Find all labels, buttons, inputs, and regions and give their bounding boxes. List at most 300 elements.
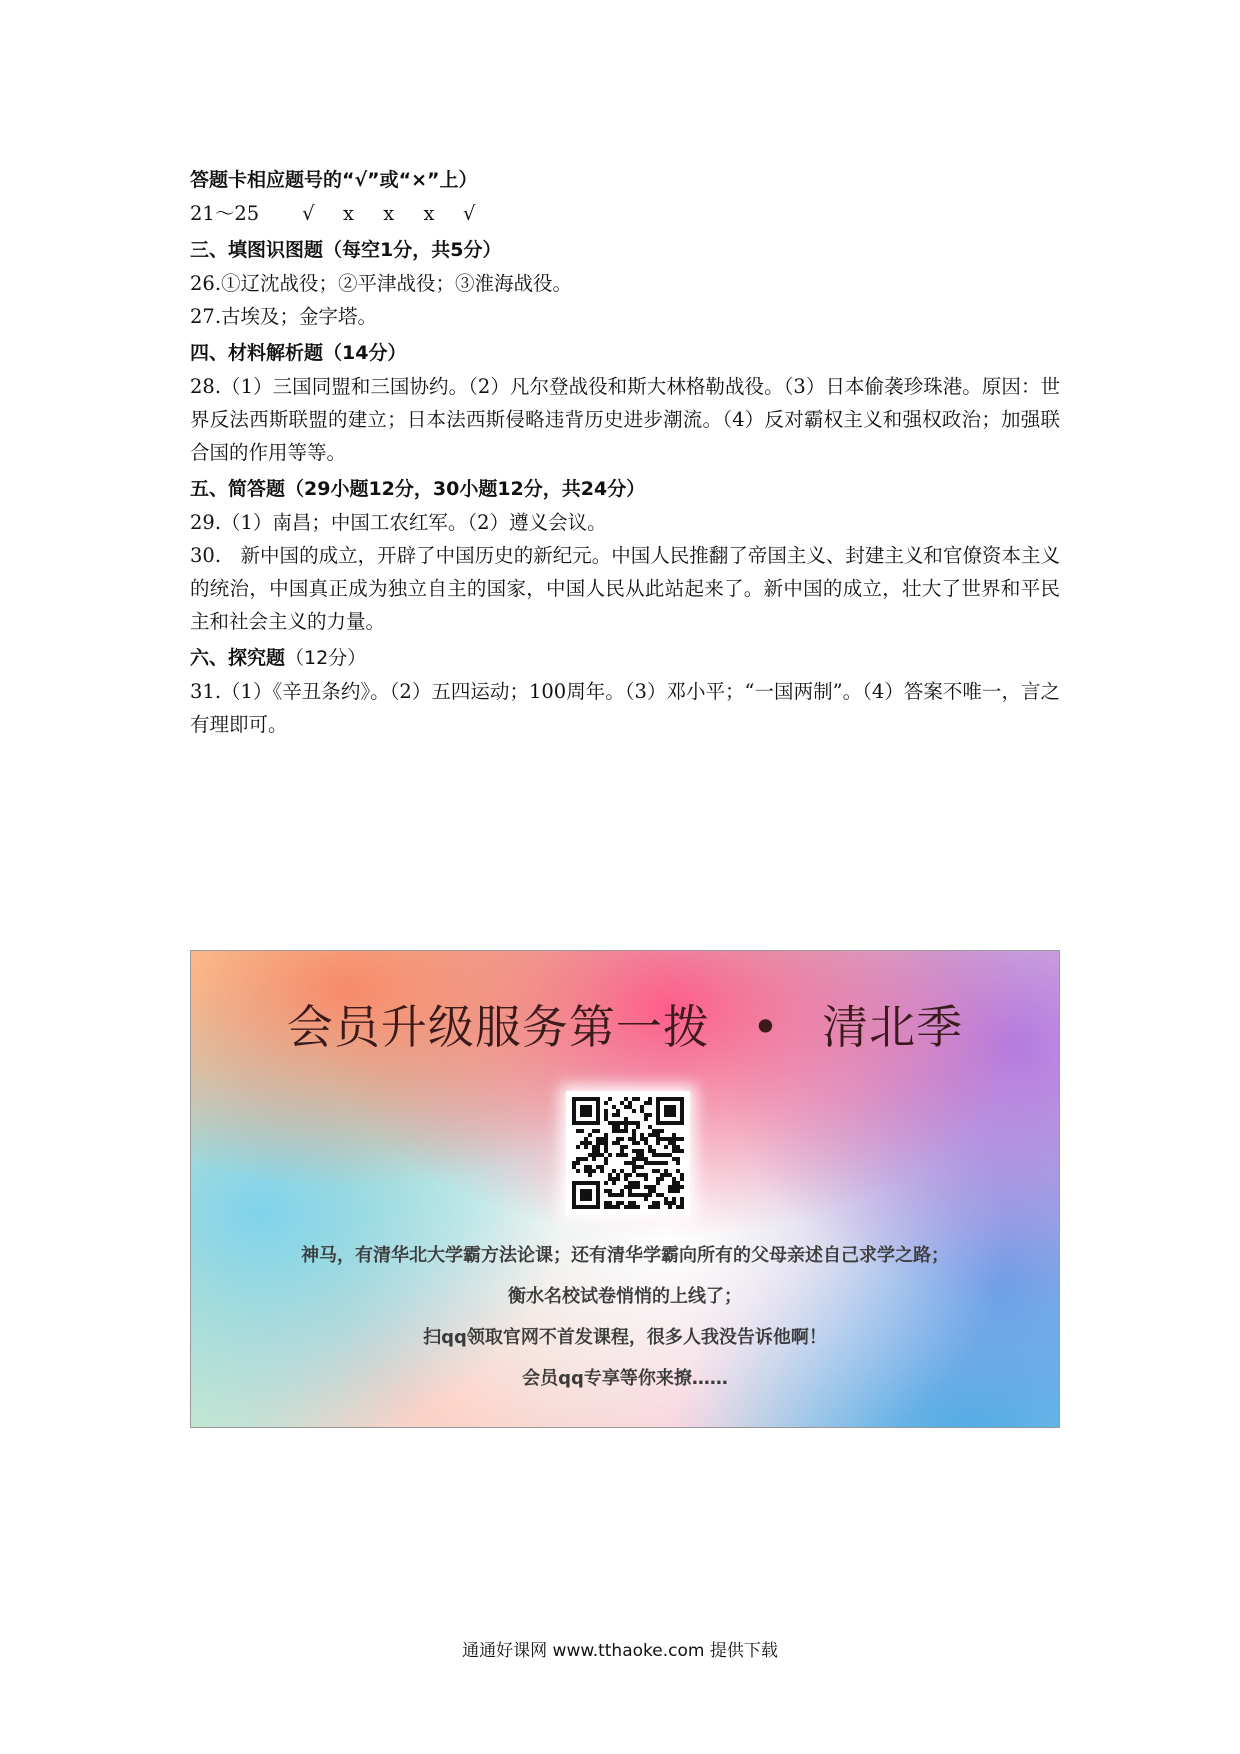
qr-module xyxy=(588,1169,592,1173)
qr-module xyxy=(680,1097,684,1101)
qr-module xyxy=(620,1169,624,1173)
qr-module xyxy=(632,1097,636,1101)
qr-module xyxy=(572,1165,576,1169)
qr-module xyxy=(584,1169,588,1173)
qr-module xyxy=(672,1181,676,1185)
qr-module xyxy=(668,1105,672,1109)
qr-module xyxy=(632,1109,636,1113)
answer-30: 30. 新中国的成立，开辟了中国历史的新纪元。中国人民推翻了帝国主义、封建主义和官僚资本主义的统治，中国真正成为独立自主的国家，中国人民从此站起来了。新中国的成立，壮大了世界和平民主和社会主义的力量。 xyxy=(190,544,1060,633)
qr-module xyxy=(644,1197,648,1201)
qr-module xyxy=(616,1109,620,1113)
qr-module xyxy=(676,1137,680,1141)
tf-mark: √ xyxy=(302,202,315,225)
qr-module xyxy=(628,1101,632,1105)
tf-mark: x xyxy=(423,202,435,225)
qr-module xyxy=(616,1129,620,1133)
qr-module xyxy=(628,1137,632,1141)
qr-module xyxy=(664,1169,668,1173)
qr-module xyxy=(628,1185,632,1189)
qr-module xyxy=(636,1193,640,1197)
qr-module xyxy=(612,1141,616,1145)
qr-module xyxy=(588,1113,592,1117)
qr-module xyxy=(648,1185,652,1189)
banner-text xyxy=(191,1235,1059,1399)
qr-module xyxy=(672,1105,676,1109)
qr-module xyxy=(632,1129,636,1133)
qr-module xyxy=(652,1133,656,1137)
qr-module xyxy=(612,1205,616,1209)
qr-module xyxy=(632,1149,636,1153)
qr-module xyxy=(612,1193,616,1197)
qr-module xyxy=(668,1153,672,1157)
qr-module xyxy=(588,1109,592,1113)
qr-module xyxy=(580,1121,584,1125)
qr-module xyxy=(604,1149,608,1153)
qr-module xyxy=(624,1205,628,1209)
qr-module xyxy=(616,1153,620,1157)
qr-module xyxy=(632,1133,636,1137)
qr-module xyxy=(676,1205,680,1209)
qr-module xyxy=(668,1205,672,1209)
qr-module xyxy=(572,1181,576,1185)
qr-module xyxy=(584,1181,588,1185)
qr-module xyxy=(680,1201,684,1205)
qr-module xyxy=(584,1205,588,1209)
qr-module xyxy=(656,1137,660,1141)
qr-module xyxy=(636,1121,640,1125)
footer-source: 通通好课网 www.tthaoke.com 提供下载 xyxy=(462,1641,778,1661)
qr-module xyxy=(648,1113,652,1117)
qr-module xyxy=(620,1145,624,1149)
qr-module xyxy=(572,1105,576,1109)
qr-module xyxy=(652,1129,656,1133)
qr-module xyxy=(572,1113,576,1117)
qr-module xyxy=(656,1129,660,1133)
qr-module xyxy=(588,1181,592,1185)
qr-module xyxy=(616,1137,620,1141)
qr-module xyxy=(672,1097,676,1101)
qr-module xyxy=(648,1149,652,1153)
qr-module xyxy=(660,1137,664,1141)
qr-module xyxy=(652,1169,656,1173)
qr-module xyxy=(660,1129,664,1133)
qr-module xyxy=(576,1121,580,1125)
qr-module xyxy=(616,1173,620,1177)
qr-module xyxy=(596,1121,600,1125)
qr-module xyxy=(668,1189,672,1193)
qr-module xyxy=(576,1205,580,1209)
qr-module xyxy=(596,1137,600,1141)
qr-module xyxy=(668,1109,672,1113)
qr-module xyxy=(640,1165,644,1169)
qr-module xyxy=(616,1121,620,1125)
qr-module xyxy=(608,1097,612,1101)
qr-module xyxy=(668,1201,672,1205)
qr-module xyxy=(668,1185,672,1189)
qr-module xyxy=(648,1205,652,1209)
qr-module xyxy=(616,1141,620,1145)
qr-module xyxy=(584,1197,588,1201)
qr-module xyxy=(628,1201,632,1205)
qr-module xyxy=(572,1189,576,1193)
qr-module xyxy=(576,1157,580,1161)
qr-module xyxy=(636,1149,640,1153)
qr-module xyxy=(588,1189,592,1193)
qr-module xyxy=(632,1181,636,1185)
qr-module xyxy=(672,1177,676,1181)
qr-module xyxy=(656,1177,660,1181)
qr-module xyxy=(616,1201,620,1205)
qr-module xyxy=(596,1201,600,1205)
qr-module xyxy=(672,1185,676,1189)
qr-module xyxy=(676,1181,680,1185)
qr-module xyxy=(664,1137,668,1141)
qr-module xyxy=(672,1149,676,1153)
qr-module xyxy=(620,1121,624,1125)
qr-module xyxy=(608,1193,612,1197)
qr-module xyxy=(624,1117,628,1121)
qr-module xyxy=(608,1205,612,1209)
qr-module xyxy=(600,1165,604,1169)
qr-module xyxy=(612,1121,616,1125)
qr-module xyxy=(572,1121,576,1125)
qr-module xyxy=(596,1129,600,1133)
qr-module xyxy=(592,1181,596,1185)
qr-module xyxy=(596,1165,600,1169)
qr-module xyxy=(612,1181,616,1185)
qr-module xyxy=(604,1109,608,1113)
qr-module xyxy=(604,1181,608,1185)
qr-module xyxy=(600,1169,604,1173)
qr-module xyxy=(676,1185,680,1189)
qr-module xyxy=(640,1149,644,1153)
qr-module xyxy=(572,1101,576,1105)
qr-module xyxy=(616,1205,620,1209)
qr-module xyxy=(656,1117,660,1121)
qr-module xyxy=(680,1121,684,1125)
qr-module xyxy=(576,1181,580,1185)
qr-module xyxy=(604,1157,608,1161)
qr-module xyxy=(596,1205,600,1209)
qr-module xyxy=(624,1177,628,1181)
section-4-title: 四、材料解析题（14分） xyxy=(190,342,407,364)
qr-module xyxy=(584,1113,588,1117)
qr-module xyxy=(640,1109,644,1113)
qr-module xyxy=(604,1145,608,1149)
qr-module xyxy=(572,1185,576,1189)
qr-module xyxy=(608,1177,612,1181)
qr-module xyxy=(584,1157,588,1161)
qr-module xyxy=(580,1193,584,1197)
qr-module xyxy=(604,1101,608,1105)
qr-module xyxy=(588,1105,592,1109)
qr-module xyxy=(644,1173,648,1177)
qr-module xyxy=(572,1161,576,1165)
promo-banner[interactable] xyxy=(190,950,1060,1428)
qr-module xyxy=(656,1161,660,1165)
qr-module xyxy=(624,1145,628,1149)
banner-line: 扫qq领取官网不首发课程，很多人我没告诉他啊！ xyxy=(423,1327,827,1348)
qr-module xyxy=(640,1137,644,1141)
answer-content xyxy=(190,160,1060,741)
tf-range: 21～25 xyxy=(190,202,260,225)
qr-module xyxy=(656,1205,660,1209)
qr-module xyxy=(596,1181,600,1185)
qr-module xyxy=(632,1121,636,1125)
qr-module xyxy=(580,1097,584,1101)
qr-module xyxy=(624,1161,628,1165)
qr-module xyxy=(664,1197,668,1201)
banner-title-right: 清北季 xyxy=(822,1000,964,1054)
true-false-answers xyxy=(190,197,1060,230)
qr-module xyxy=(600,1153,604,1157)
qr-module xyxy=(572,1201,576,1205)
section-6-title xyxy=(190,642,1060,675)
qr-module xyxy=(672,1189,676,1193)
qr-module xyxy=(624,1121,628,1125)
qr-module xyxy=(648,1133,652,1137)
qr-module xyxy=(620,1153,624,1157)
qr-module xyxy=(604,1189,608,1193)
qr-module xyxy=(656,1133,660,1137)
qr-module xyxy=(584,1145,588,1149)
qr-module xyxy=(648,1193,652,1197)
qr-module xyxy=(616,1113,620,1117)
qr-module xyxy=(592,1149,596,1153)
banner-title-left: 会员升级服务第一拨 xyxy=(286,1000,710,1054)
qr-module xyxy=(664,1109,668,1113)
qr-module xyxy=(660,1161,664,1165)
qr-module xyxy=(664,1201,668,1205)
qr-module xyxy=(644,1101,648,1105)
qr-module xyxy=(592,1153,596,1157)
qr-module xyxy=(644,1185,648,1189)
qr-module xyxy=(632,1157,636,1161)
qr-module xyxy=(604,1113,608,1117)
qr-module xyxy=(656,1121,660,1125)
qr-module xyxy=(668,1173,672,1177)
qr-module xyxy=(580,1109,584,1113)
qr-module xyxy=(636,1141,640,1145)
qr-module xyxy=(604,1117,608,1121)
qr-module xyxy=(660,1173,664,1177)
qr-module xyxy=(584,1097,588,1101)
qr-module xyxy=(596,1105,600,1109)
qr-module xyxy=(648,1101,652,1105)
qr-module xyxy=(584,1121,588,1125)
qr-module xyxy=(648,1145,652,1149)
qr-module xyxy=(580,1197,584,1201)
qr-module xyxy=(624,1105,628,1109)
qr-module xyxy=(576,1169,580,1173)
qr-module xyxy=(672,1141,676,1145)
qr-module xyxy=(596,1149,600,1153)
tf-mark: x xyxy=(383,202,395,225)
qr-module xyxy=(680,1205,684,1209)
qr-module xyxy=(676,1169,680,1173)
qr-module xyxy=(588,1193,592,1197)
qr-code-icon[interactable] xyxy=(566,1091,690,1215)
qr-module xyxy=(620,1129,624,1133)
qr-module xyxy=(640,1153,644,1157)
qr-module xyxy=(644,1157,648,1161)
qr-module xyxy=(656,1105,660,1109)
qr-module xyxy=(644,1113,648,1117)
tf-mark: x xyxy=(343,202,355,225)
qr-module xyxy=(572,1205,576,1209)
qr-module xyxy=(644,1117,648,1121)
qr-module xyxy=(608,1201,612,1205)
answer-29: 29.（1）南昌；中国工农红军。（2）遵义会议。 xyxy=(190,511,607,534)
qr-module xyxy=(652,1161,656,1165)
qr-module xyxy=(632,1201,636,1205)
qr-module xyxy=(644,1137,648,1141)
qr-module xyxy=(640,1133,644,1137)
banner-title xyxy=(191,991,1059,1057)
qr-module xyxy=(636,1173,640,1177)
qr-module xyxy=(588,1153,592,1157)
qr-module xyxy=(664,1113,668,1117)
qr-module xyxy=(672,1197,676,1201)
qr-module xyxy=(656,1141,660,1145)
qr-module xyxy=(600,1137,604,1141)
qr-module xyxy=(664,1097,668,1101)
qr-module xyxy=(680,1117,684,1121)
qr-module xyxy=(636,1153,640,1157)
qr-module xyxy=(676,1157,680,1161)
qr-module xyxy=(620,1189,624,1193)
qr-module xyxy=(656,1201,660,1205)
qr-module xyxy=(624,1153,628,1157)
qr-module xyxy=(592,1169,596,1173)
qr-module xyxy=(656,1193,660,1197)
qr-module xyxy=(616,1177,620,1181)
qr-module xyxy=(632,1185,636,1189)
qr-module xyxy=(624,1097,628,1101)
section-6-label: 六、探究题 xyxy=(190,647,286,669)
qr-module xyxy=(636,1165,640,1169)
qr-module xyxy=(580,1113,584,1117)
qr-module xyxy=(620,1101,624,1105)
qr-module xyxy=(656,1113,660,1117)
qr-module xyxy=(636,1205,640,1209)
qr-module xyxy=(596,1113,600,1117)
qr-module xyxy=(596,1153,600,1157)
qr-module xyxy=(604,1161,608,1165)
qr-module xyxy=(628,1189,632,1193)
qr-module xyxy=(596,1185,600,1189)
qr-module xyxy=(656,1097,660,1101)
qr-module xyxy=(628,1161,632,1165)
qr-module xyxy=(608,1153,612,1157)
qr-module xyxy=(672,1121,676,1125)
qr-module xyxy=(584,1141,588,1145)
qr-module xyxy=(668,1113,672,1117)
qr-module xyxy=(580,1181,584,1185)
qr-module xyxy=(592,1129,596,1133)
qr-module xyxy=(664,1145,668,1149)
qr-module xyxy=(592,1157,596,1161)
qr-module xyxy=(576,1129,580,1133)
qr-module xyxy=(620,1201,624,1205)
qr-module xyxy=(648,1097,652,1101)
qr-module xyxy=(664,1105,668,1109)
qr-module xyxy=(680,1105,684,1109)
qr-module xyxy=(584,1109,588,1113)
qr-module xyxy=(656,1109,660,1113)
qr-module xyxy=(604,1133,608,1137)
qr-module xyxy=(632,1169,636,1173)
qr-module xyxy=(596,1145,600,1149)
qr-module xyxy=(588,1173,592,1177)
qr-module xyxy=(660,1153,664,1157)
qr-module xyxy=(604,1201,608,1205)
qr-module xyxy=(652,1201,656,1205)
qr-module xyxy=(596,1117,600,1121)
qr-module xyxy=(672,1137,676,1141)
qr-module xyxy=(608,1121,612,1125)
qr-module xyxy=(628,1205,632,1209)
banner-title-dot: • xyxy=(751,1000,781,1054)
qr-module xyxy=(588,1197,592,1201)
qr-module xyxy=(612,1125,616,1129)
qr-module xyxy=(652,1149,656,1153)
qr-module xyxy=(660,1177,664,1181)
qr-module xyxy=(604,1141,608,1145)
qr-module xyxy=(632,1141,636,1145)
qr-module xyxy=(668,1137,672,1141)
qr-module xyxy=(680,1109,684,1113)
qr-module xyxy=(588,1097,592,1101)
qr-module xyxy=(620,1137,624,1141)
answer-28: 28.（1）三国同盟和三国协约。（2）凡尔登战役和斯大林格勒战役。（3）日本偷袭珍珠港。原因：世界反法西斯联盟的建立；日本法西斯侵略违背历史进步潮流。（4）反对霸权主义和强权政治；加强联合国的作用等等。 xyxy=(190,375,1060,464)
qr-module xyxy=(596,1193,600,1197)
qr-module xyxy=(580,1157,584,1161)
section-6-score: （12分） xyxy=(285,647,367,669)
qr-module xyxy=(624,1129,628,1133)
qr-module xyxy=(628,1173,632,1177)
qr-module xyxy=(680,1185,684,1189)
qr-module xyxy=(628,1193,632,1197)
qr-module xyxy=(580,1141,584,1145)
qr-module xyxy=(580,1105,584,1109)
qr-module xyxy=(640,1157,644,1161)
qr-module xyxy=(680,1137,684,1141)
qr-module xyxy=(648,1125,652,1129)
banner-line: 神马，有清华北大学霸方法论课；还有清华学霸向所有的父母亲述自己求学之路； xyxy=(301,1245,949,1266)
qr-module xyxy=(636,1097,640,1101)
section-5-title: 五、简答题（29小题12分，30小题12分，共24分） xyxy=(190,478,646,500)
qr-module xyxy=(660,1097,664,1101)
qr-module xyxy=(620,1193,624,1197)
qr-module xyxy=(672,1201,676,1205)
qr-module xyxy=(596,1197,600,1201)
tf-mark: √ xyxy=(462,202,476,225)
qr-module xyxy=(592,1205,596,1209)
qr-module xyxy=(584,1189,588,1193)
qr-module xyxy=(596,1189,600,1193)
qr-module xyxy=(680,1173,684,1177)
qr-module xyxy=(664,1161,668,1165)
qr-module xyxy=(680,1113,684,1117)
qr-module xyxy=(676,1121,680,1125)
qr-module xyxy=(664,1173,668,1177)
qr-module xyxy=(576,1145,580,1149)
qr-module xyxy=(668,1141,672,1145)
qr-module xyxy=(672,1157,676,1161)
qr-module xyxy=(656,1169,660,1173)
qr-module xyxy=(624,1125,628,1129)
